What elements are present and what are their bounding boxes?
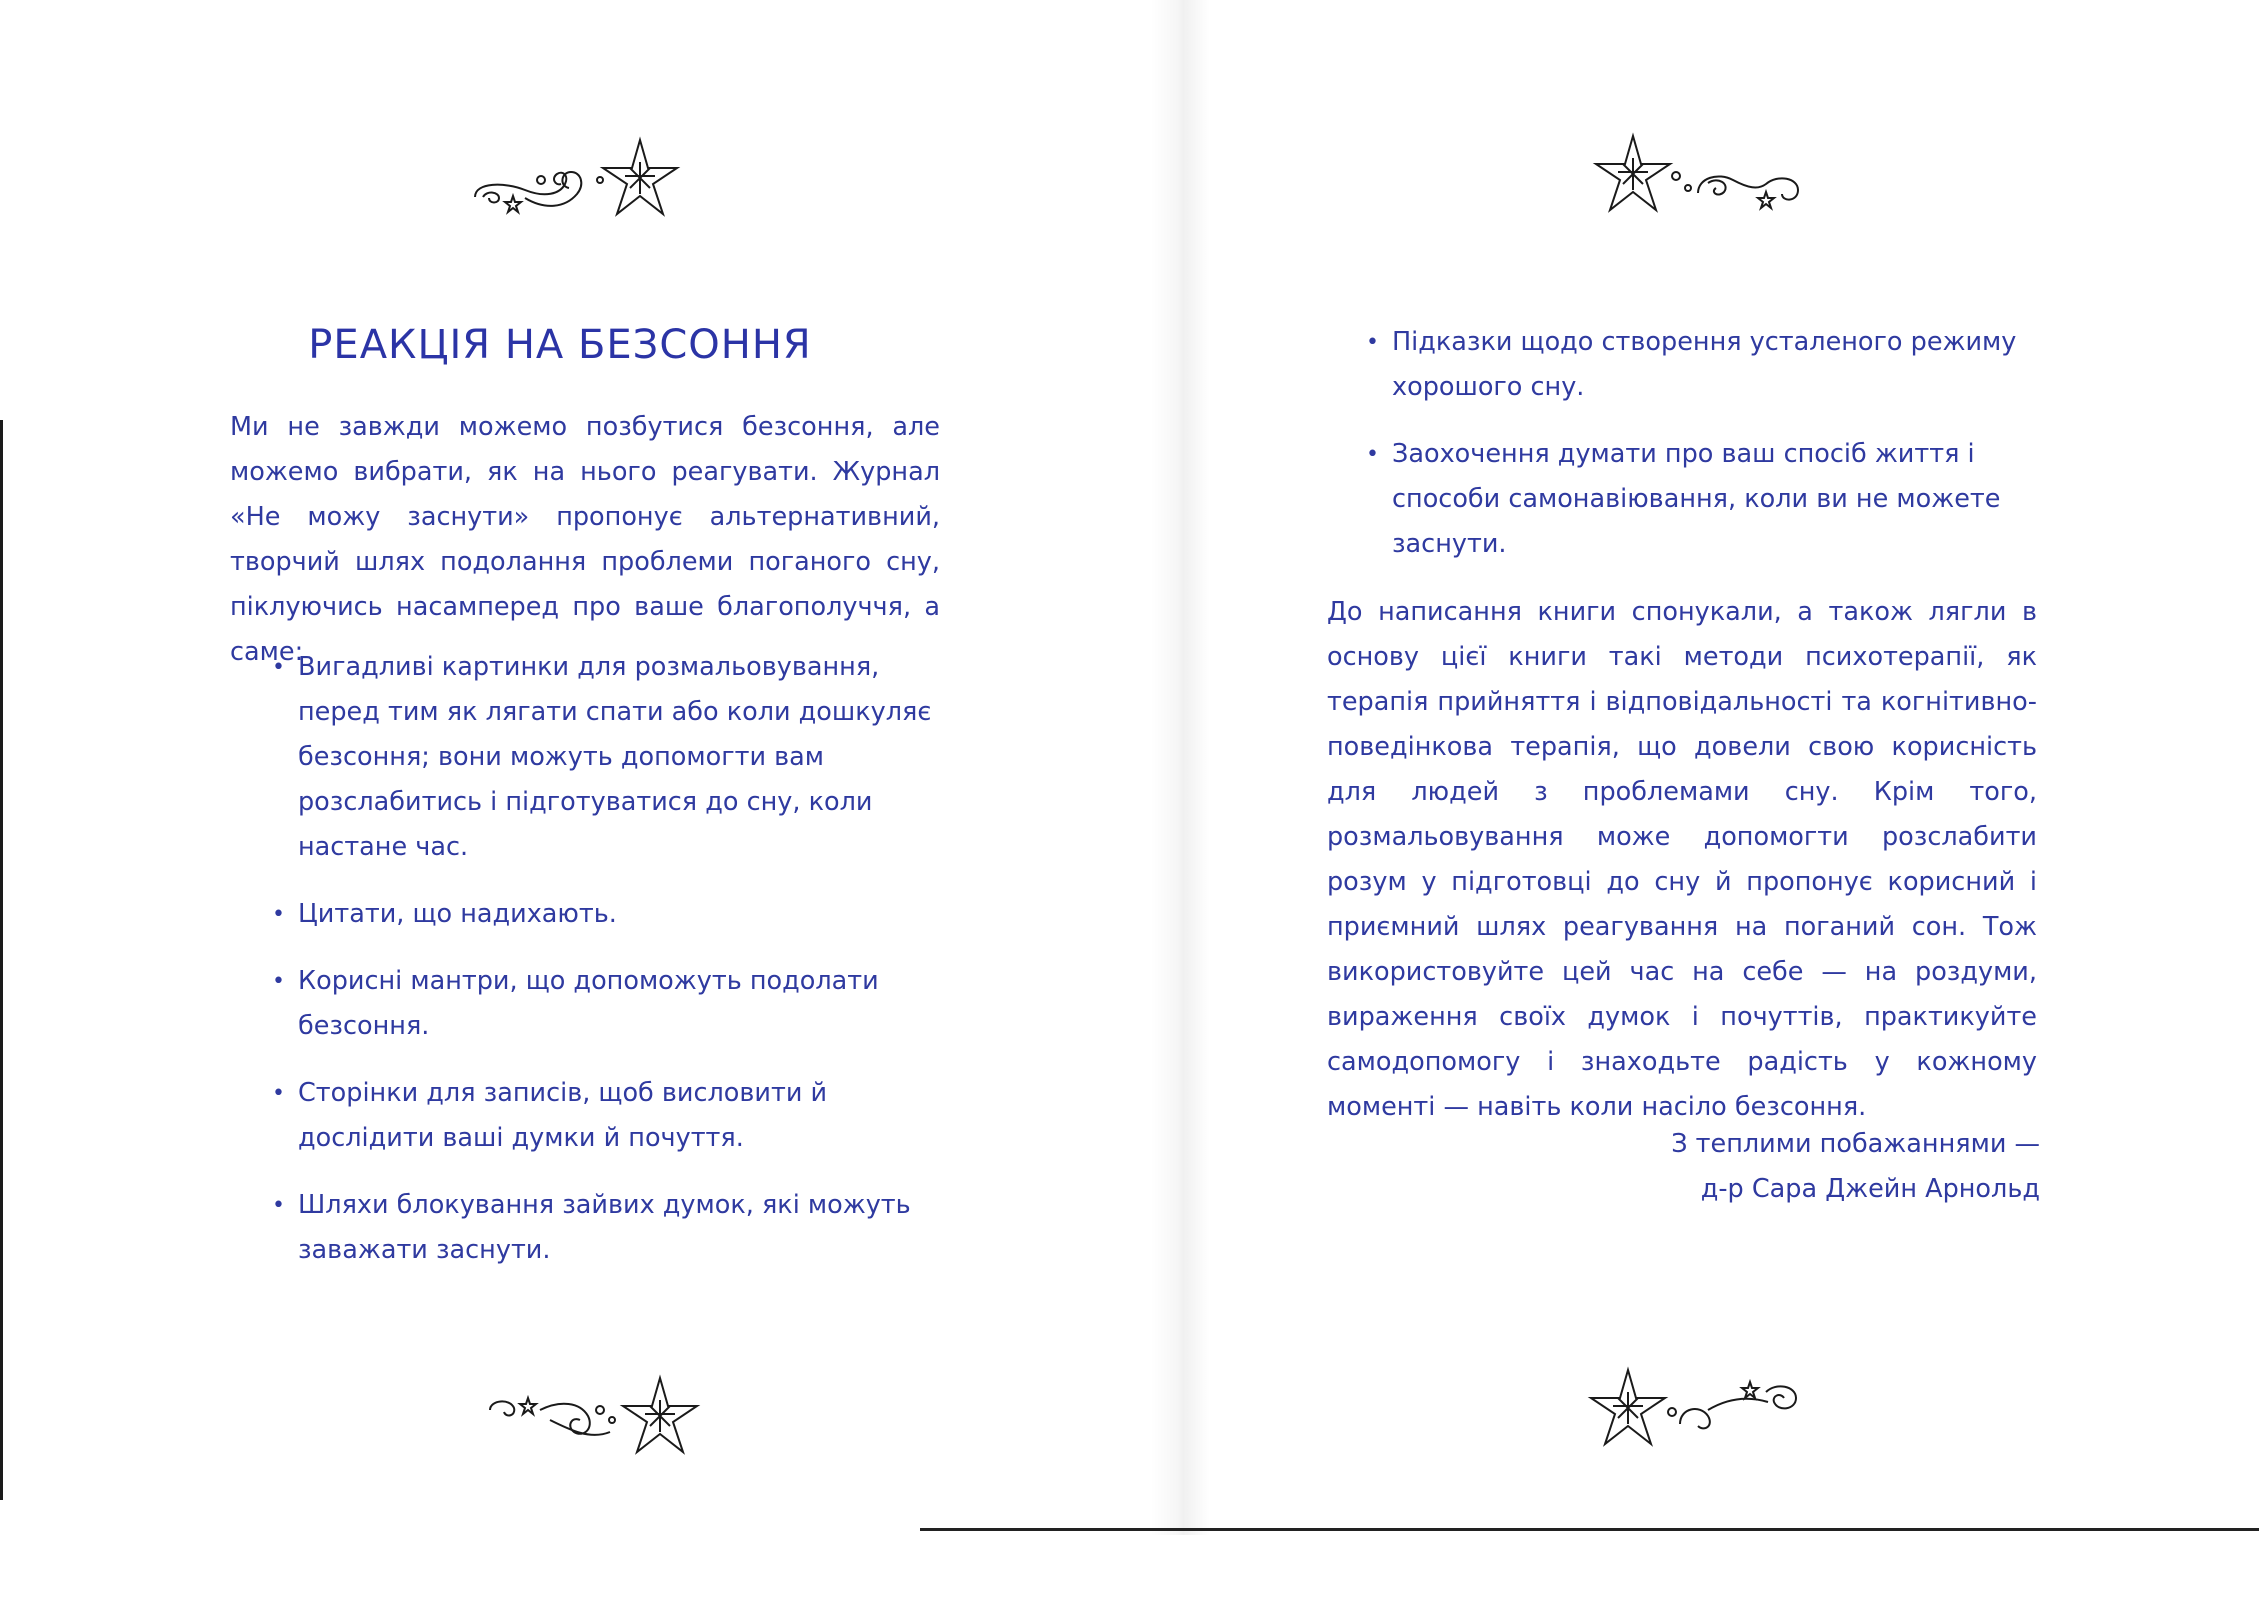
star-swirl-ornament-icon (480, 1370, 720, 1470)
signature (1560, 1122, 2040, 1212)
list-item: • Вигадливі картинки для розмальовування, перед тим як лягати спати або коли дошкуляє безсоння; вони можуть допомогти вам розслабитись і підготуватися до сну, коли настане час. (272, 645, 952, 870)
intro-paragraph: Ми не завжди можемо позбутися безсоння, але можемо вибрати, як на нього реагувати. Журнал «Не можу заснути» пропонує альтернативний, творчий шлях подолання проблеми поганого сну, піклуючись насамперед про ваше благополуччя, а саме: (230, 412, 940, 667)
list-item: • Цитати, що надихають. (272, 892, 952, 937)
right-bullet-list (1366, 320, 2046, 589)
page-edge-left (0, 420, 3, 1500)
list-item: • Підказки щодо створення усталеного режиму хорошого сну. (1366, 320, 2046, 410)
left-bullet-list (272, 645, 952, 1295)
star-swirl-ornament-icon (1568, 128, 1808, 228)
signature-author: д-р Сара Джейн Арнольд (1700, 1174, 2040, 1204)
star-swirl-ornament-icon (465, 132, 705, 232)
book-spine (1150, 0, 1210, 1535)
list-item: • Шляхи блокування зайвих думок, які можуть заважати заснути. (272, 1183, 952, 1273)
page-edge-bottom (920, 1528, 2259, 1531)
star-swirl-ornament-icon (1568, 1360, 1808, 1460)
list-item: • Сторінки для записів, щоб висловити й дослідити ваші думки й почуття. (272, 1071, 952, 1161)
body-paragraph: До написання книги спонукали, а також лягли в основу цієї книги такі методи психотерапії, як терапія прийняття і відповідальності та когнітивно-поведінкова терапія, що довели свою корисність для людей з проблемами сну. Крім того, розмальовування може допомогти розслабити розум у підготовці до сну й пропонує корисний і приємний шлях реагування на поганий сон. Тож використовуйте цей час на себе — на роздуми, вираження своїх думок і почуттів, практикуйте самодопомогу і знаходьте радість у кожному моменті — навіть коли насіло безсоння. (1327, 597, 2037, 1122)
page-title: РЕАКЦІЯ НА БЕЗСОННЯ (308, 322, 812, 368)
list-item: • Корисні мантри, що допоможуть подолати безсоння. (272, 959, 952, 1049)
signature-greeting: З теплими побажаннями — (1671, 1129, 2040, 1159)
list-item: • Заохочення думати про ваш спосіб життя і способи самонавіювання, коли ви не можете заснути. (1366, 432, 2046, 567)
